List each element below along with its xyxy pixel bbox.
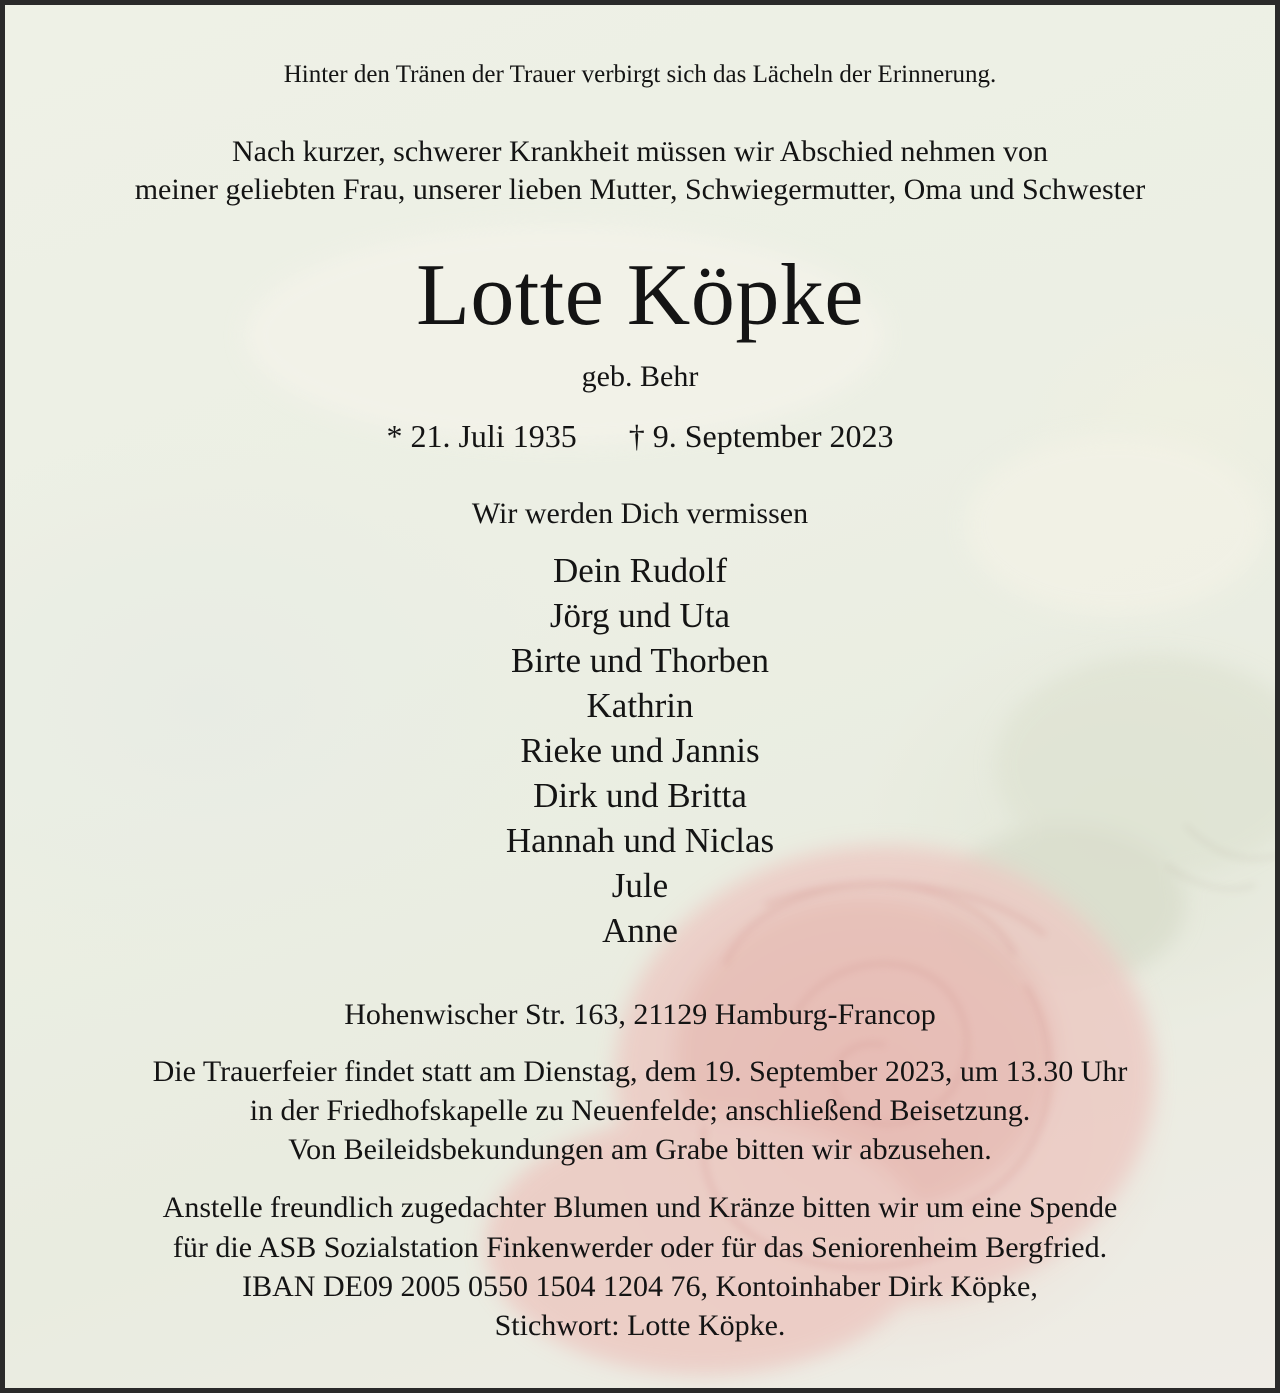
intro-line: meiner geliebten Frau, unserer lieben Mutter, Schwiegermutter, Oma und Schwester bbox=[134, 173, 1146, 206]
service-info-line: Die Trauerfeier findet statt am Dienstag, dem 19. September 2023, um 13.30 Uhr bbox=[152, 1055, 1128, 1088]
mourner-name: Birte und Thorben bbox=[511, 641, 769, 680]
donation-info-line: für die ASB Sozialstation Finkenwerder oder für das Seniorenheim Bergfried. bbox=[172, 1231, 1108, 1264]
donation-info-line: Stichwort: Lotte Köpke. bbox=[494, 1309, 786, 1342]
donation-info-line: Anstelle freundlich zugedachter Blumen und Kränze bitten wir um eine Spende bbox=[162, 1191, 1118, 1224]
address: Hohenwischer Str. 163, 21129 Hamburg-Francop bbox=[344, 998, 936, 1031]
mourner-name: Kathrin bbox=[586, 686, 694, 725]
life-dates bbox=[5, 418, 1275, 455]
mourner-name: Jörg und Uta bbox=[549, 596, 731, 635]
mourner-name: Anne bbox=[602, 911, 678, 950]
mourner-name: Hannah und Niclas bbox=[505, 821, 775, 860]
maiden-name: geb. Behr bbox=[581, 360, 699, 393]
service-info-line: in der Friedhofskapelle zu Neuenfelde; anschließend Beisetzung. bbox=[249, 1094, 1031, 1127]
service-info-line: Von Beileidsbekundungen am Grabe bitten wir abzusehen. bbox=[288, 1133, 992, 1166]
mourner-name: Dirk und Britta bbox=[533, 776, 747, 815]
mourner-name: Rieke und Jannis bbox=[520, 731, 760, 770]
motto: Hinter den Tränen der Trauer verbirgt sich das Lächeln der Erinnerung. bbox=[283, 61, 997, 88]
death-date: † 9. September 2023 bbox=[628, 418, 894, 454]
mourner-name: Jule bbox=[611, 866, 669, 905]
birth-date: * 21. Juli 1935 bbox=[386, 418, 577, 454]
intro-line: Nach kurzer, schwerer Krankheit müssen wir Abschied nehmen von bbox=[231, 135, 1049, 168]
deceased-name: Lotte Köpke bbox=[416, 247, 864, 344]
miss-line: Wir werden Dich vermissen bbox=[471, 497, 809, 530]
mourner-name: Dein Rudolf bbox=[552, 551, 727, 590]
donation-info-line: IBAN DE09 2005 0550 1504 1204 76, Kontoinhaber Dirk Köpke, bbox=[242, 1270, 1038, 1303]
